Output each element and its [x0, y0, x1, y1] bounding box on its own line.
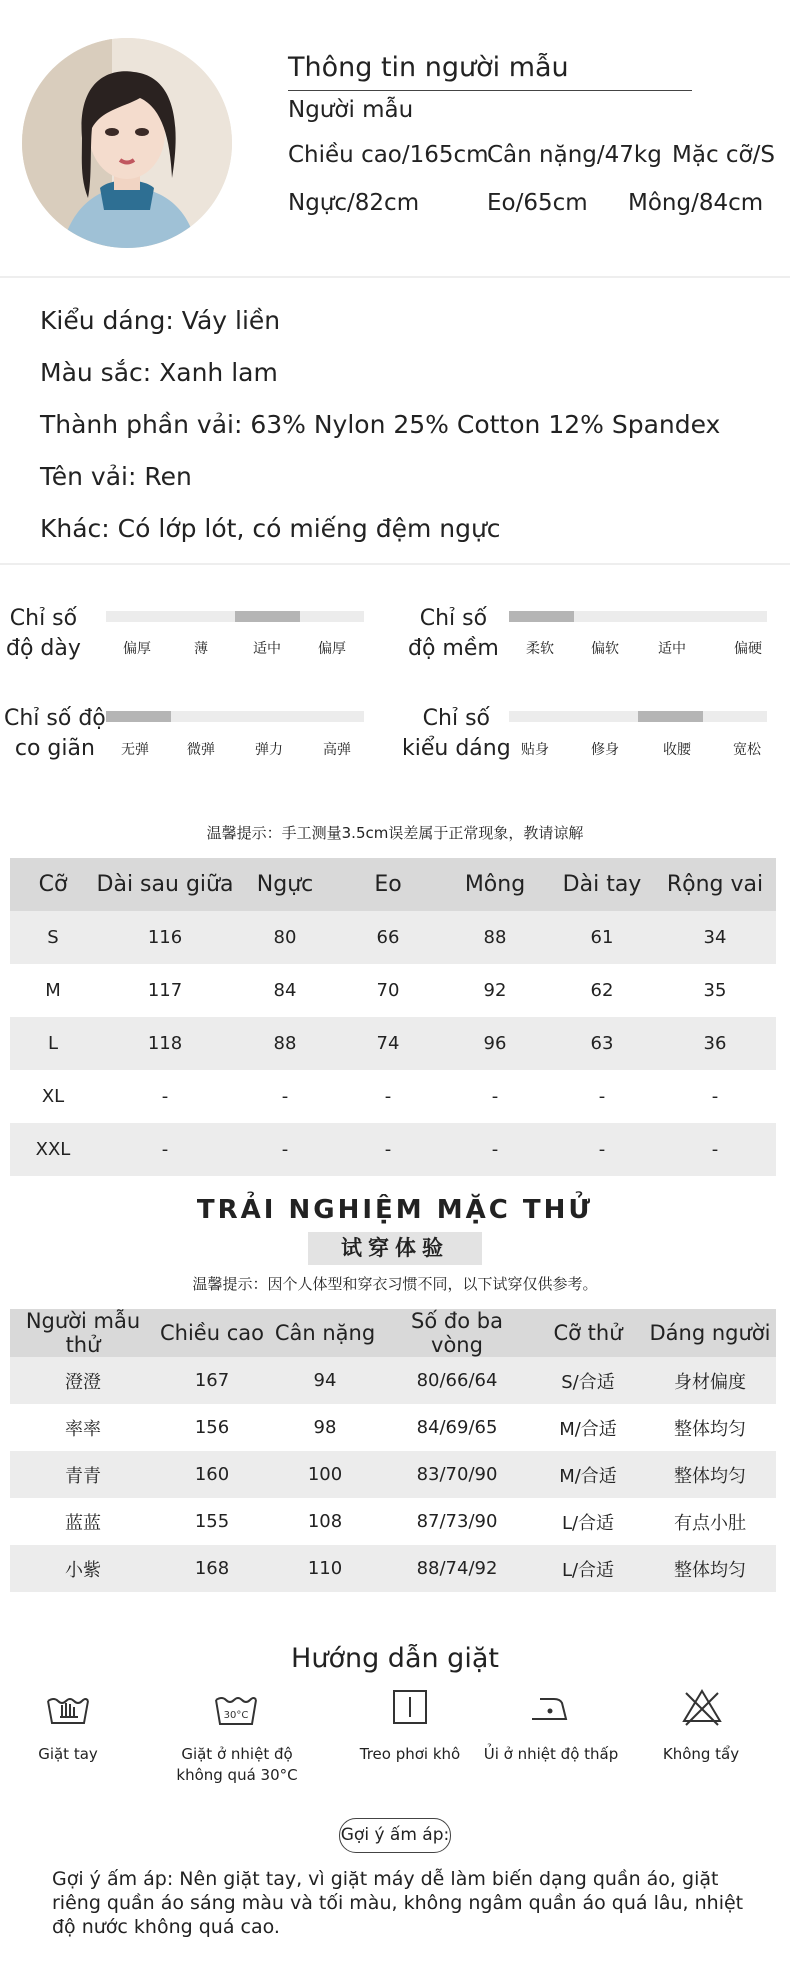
table-cell: 66: [336, 911, 440, 964]
table-cell: -: [654, 1123, 776, 1176]
table-cell: 88: [440, 911, 550, 964]
index-bar-fit: [509, 711, 767, 722]
table-cell: 62: [550, 964, 654, 1017]
measurement-note: 温馨提示：手工测量3.5cm误差属于正常现象，教请谅解: [206, 824, 584, 842]
table-row: [10, 1404, 776, 1451]
index-option: 薄: [194, 641, 208, 657]
attr-color: Màu sắc: Xanh lam: [40, 358, 278, 387]
model-info-section: [0, 0, 790, 278]
table-cell: XL: [10, 1070, 96, 1123]
table-cell: -: [96, 1123, 234, 1176]
table-cell: 青青: [10, 1451, 156, 1498]
table-cell: S: [10, 911, 96, 964]
table-cell: 108: [268, 1498, 382, 1545]
column-header: Dáng người: [644, 1309, 776, 1357]
try-on-table: [10, 1309, 776, 1592]
column-header: Chiều cao: [156, 1309, 268, 1357]
model-info-title: Thông tin người mẫu: [288, 52, 569, 83]
column-header: Mông: [440, 858, 550, 911]
column-header: Ngực: [234, 858, 336, 911]
table-row: [10, 911, 776, 964]
table-row: [10, 1070, 776, 1123]
table-cell: 整体均匀: [644, 1451, 776, 1498]
try-on-note: 温馨提示：因个人体型和穿衣习惯不同，以下试穿仅供参考。: [192, 1275, 598, 1293]
index-selected-segment: [638, 711, 703, 722]
title-underline: [288, 90, 692, 91]
table-cell: -: [440, 1070, 550, 1123]
index-option: 高弹: [323, 742, 351, 758]
table-row: [10, 1357, 776, 1404]
table-row: [10, 1545, 776, 1592]
column-header: Dài sau giữa: [96, 858, 234, 911]
table-cell: M/合适: [532, 1404, 644, 1451]
table-cell: M: [10, 964, 96, 1017]
table-cell: -: [440, 1123, 550, 1176]
wash-label-iron: Ủi ở nhiệt độ thấp: [483, 1745, 619, 1763]
table-cell: -: [234, 1123, 336, 1176]
index-option: 偏厚: [318, 641, 346, 657]
table-cell: 80/66/64: [382, 1357, 532, 1404]
table-cell: 160: [156, 1451, 268, 1498]
index-bar-thickness: [106, 611, 364, 622]
wash-label-hand: Giặt tay: [38, 1745, 98, 1763]
table-cell: 87/73/90: [382, 1498, 532, 1545]
index-label-thickness: Chỉ số độ dày: [6, 606, 81, 661]
table-cell: 88: [234, 1017, 336, 1070]
index-option: 偏硬: [734, 641, 762, 657]
attr-material: Thành phần vải: 63% Nylon 25% Cotton 12% Spandex: [40, 410, 721, 439]
table-cell: 156: [156, 1404, 268, 1451]
index-option: 无弹: [121, 742, 149, 758]
index-option: 偏软: [591, 641, 619, 657]
index-option: 修身: [591, 742, 619, 758]
index-selected-segment: [106, 711, 171, 722]
try-on-title-zh: 试穿体验: [308, 1232, 482, 1265]
column-header: Cân nặng: [268, 1309, 382, 1357]
table-cell: 70: [336, 964, 440, 1017]
iron-low-icon: [528, 1693, 570, 1727]
table-cell: 澄澄: [10, 1357, 156, 1404]
column-header: Rộng vai: [654, 858, 776, 911]
column-header: Cỡ thử: [532, 1309, 644, 1357]
table-cell: 61: [550, 911, 654, 964]
table-cell: 蓝蓝: [10, 1498, 156, 1545]
index-option: 适中: [253, 641, 281, 657]
table-cell: -: [336, 1123, 440, 1176]
table-cell: 118: [96, 1017, 234, 1070]
table-cell: 100: [268, 1451, 382, 1498]
wash-label-no-bleach: Không tẩy: [662, 1745, 740, 1763]
column-header: Cỡ: [10, 858, 96, 911]
table-cell: 63: [550, 1017, 654, 1070]
table-cell: 整体均匀: [644, 1545, 776, 1592]
table-cell: 34: [654, 911, 776, 964]
tip-text: Gợi ý ấm áp: Nên giặt tay, vì giặt máy dễ làm biến dạng quần áo, giặt riêng quần áo sáng màu và tối màu, không ngâm quần áo quá lâu, nhiệt độ nước không quá cao.: [52, 1868, 744, 1938]
model-size: Mặc cỡ/S: [672, 142, 775, 168]
index-selected-segment: [235, 611, 300, 622]
table-cell: 96: [440, 1017, 550, 1070]
table-cell: L/合适: [532, 1498, 644, 1545]
table-cell: 整体均匀: [644, 1404, 776, 1451]
table-cell: -: [550, 1070, 654, 1123]
divider: [0, 563, 790, 565]
table-cell: -: [654, 1070, 776, 1123]
index-option: 偏厚: [123, 641, 151, 657]
try-on-title: TRẢI NGHIỆM MẶC THỬ: [196, 1195, 594, 1225]
model-photo: [22, 38, 232, 248]
column-header: Dài tay: [550, 858, 654, 911]
table-cell: 92: [440, 964, 550, 1017]
column-header: Eo: [336, 858, 440, 911]
table-cell: 83/70/90: [382, 1451, 532, 1498]
index-option: 柔软: [526, 641, 554, 657]
index-option: 宽松: [733, 742, 761, 758]
table-cell: 88/74/92: [382, 1545, 532, 1592]
table-cell: 小紫: [10, 1545, 156, 1592]
index-option: 微弹: [187, 742, 215, 758]
index-option: 弹力: [255, 742, 283, 758]
table-cell: 35: [654, 964, 776, 1017]
line-dry-icon: [392, 1689, 428, 1729]
column-header: Người mẫu thử: [10, 1309, 156, 1357]
try-on-table-header: [10, 1309, 776, 1357]
wash-guide-title: Hướng dẫn giặt: [291, 1643, 499, 1674]
wash-label-30c: Giặt ở nhiệt độ không quá 30°C: [176, 1745, 298, 1784]
index-label-elasticity: Chỉ số độ co giãn: [4, 706, 106, 761]
table-cell: -: [96, 1070, 234, 1123]
table-cell: 有点小肚: [644, 1498, 776, 1545]
table-cell: -: [234, 1070, 336, 1123]
table-cell: 身材偏度: [644, 1357, 776, 1404]
model-weight: Cân nặng/47kg: [487, 142, 662, 168]
table-row: [10, 964, 776, 1017]
table-cell: 74: [336, 1017, 440, 1070]
index-bar-elasticity: [106, 711, 364, 722]
table-cell: 155: [156, 1498, 268, 1545]
hand-wash-icon: [46, 1687, 90, 1733]
index-option: 收腰: [663, 742, 691, 758]
table-cell: 116: [96, 911, 234, 964]
index-selected-segment: [509, 611, 574, 622]
wash-label-dry: Treo phơi khô: [359, 1745, 461, 1763]
table-row: [10, 1498, 776, 1545]
model-hips: Mông/84cm: [628, 190, 764, 216]
table-cell: S/合适: [532, 1357, 644, 1404]
table-cell: 167: [156, 1357, 268, 1404]
index-bar-softness: [509, 611, 767, 622]
no-bleach-icon: [682, 1687, 722, 1731]
table-cell: 84/69/65: [382, 1404, 532, 1451]
table-cell: L: [10, 1017, 96, 1070]
table-cell: 168: [156, 1545, 268, 1592]
index-option: 贴身: [521, 742, 549, 758]
model-subtitle: Người mẫu: [288, 97, 414, 123]
table-cell: -: [550, 1123, 654, 1176]
svg-text:30°C: 30°C: [223, 1710, 249, 1721]
model-waist: Eo/65cm: [487, 190, 588, 216]
size-table-header: [10, 858, 776, 911]
index-option: 适中: [658, 641, 686, 657]
table-cell: 117: [96, 964, 234, 1017]
table-cell: L/合适: [532, 1545, 644, 1592]
size-table: [10, 858, 776, 1176]
table-cell: XXL: [10, 1123, 96, 1176]
wash-30c-icon: [214, 1688, 258, 1732]
table-cell: 率率: [10, 1404, 156, 1451]
table-cell: -: [336, 1070, 440, 1123]
table-row: [10, 1451, 776, 1498]
column-header: Số đo ba vòng: [382, 1309, 532, 1357]
index-label-fit: Chỉ số kiểu dáng: [402, 706, 511, 761]
table-cell: 94: [268, 1357, 382, 1404]
attr-other: Khác: Có lớp lót, có miếng đệm ngực: [40, 514, 501, 543]
model-bust: Ngực/82cm: [288, 190, 420, 216]
table-cell: M/合适: [532, 1451, 644, 1498]
divider: [0, 276, 790, 278]
attr-fabric: Tên vải: Ren: [40, 462, 192, 491]
table-cell: 36: [654, 1017, 776, 1070]
index-label-softness: Chỉ số độ mềm: [408, 606, 499, 661]
table-row: [10, 1123, 776, 1176]
table-cell: 80: [234, 911, 336, 964]
table-cell: 110: [268, 1545, 382, 1592]
model-height: Chiều cao/165cm: [288, 142, 489, 168]
table-cell: 98: [268, 1404, 382, 1451]
table-cell: 84: [234, 964, 336, 1017]
attr-style: Kiểu dáng: Váy liền: [40, 306, 281, 335]
table-row: [10, 1017, 776, 1070]
tip-badge: Gợi ý ấm áp:: [339, 1818, 451, 1853]
